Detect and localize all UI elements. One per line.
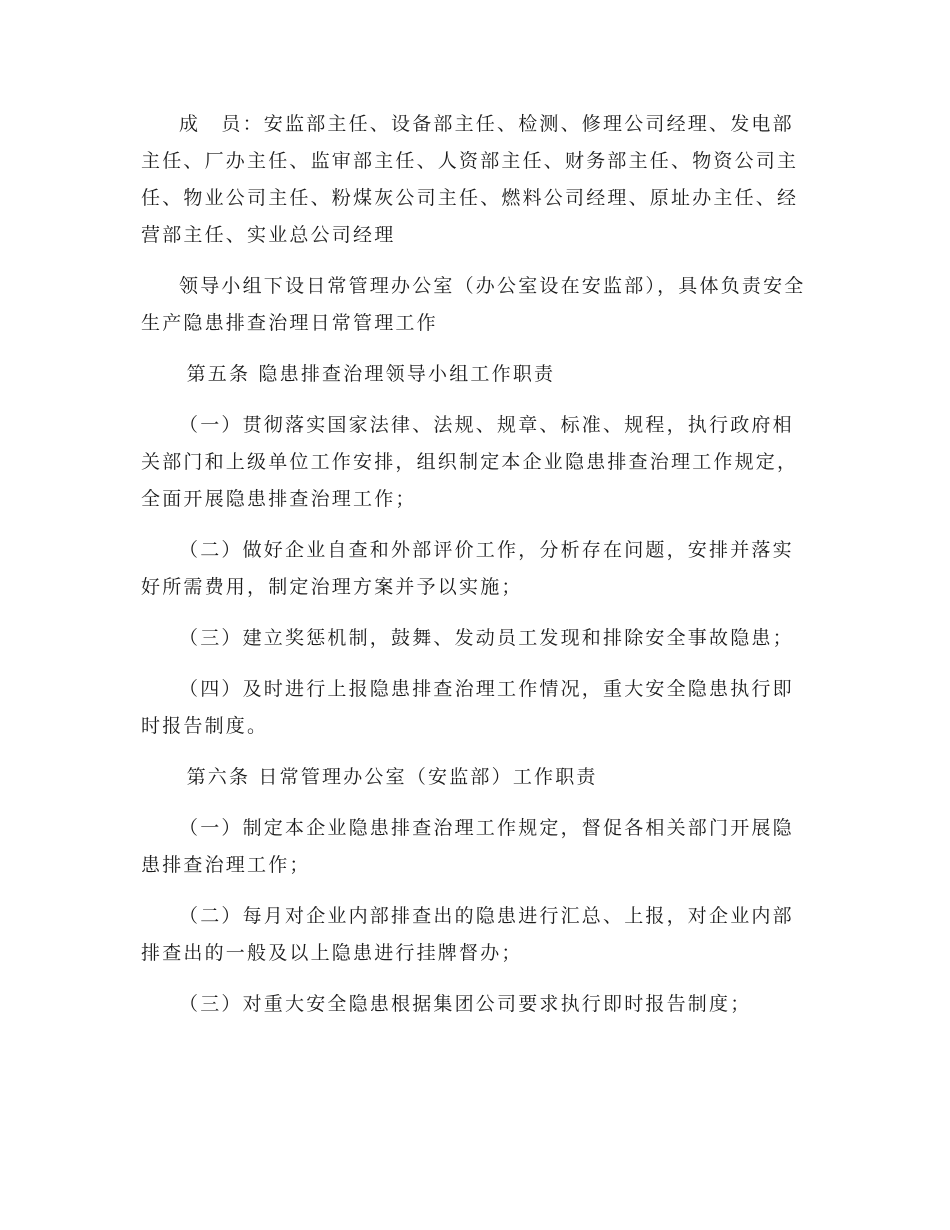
article-5-item-4: （四）及时进行上报隐患排查治理工作情况，重大安全隐患执行即时报告制度。 [141, 678, 794, 737]
article-6-item-2: （二）每月对企业内部排查出的隐患进行汇总、上报，对企业内部排查出的一般及以上隐患进行挂牌督办； [141, 905, 794, 964]
article-5-item-3: （三）建立奖惩机制，鼓舞、发动员工发现和排除安全事故隐患； [179, 627, 794, 649]
article-6-item-1: （一）制定本企业隐患排查治理工作规定，督促各相关部门开展隐患排查治理工作； [141, 817, 794, 876]
article-5-item-1: （一）贯彻落实国家法律、法规、规章、标准、规程，执行政府相关部门和上级单位工作安排，组织制定本企业隐患排查治理工作规定，全面开展隐患排查治理工作； [141, 414, 799, 510]
article-6-item-3: （三）对重大安全隐患根据集团公司要求执行即时报告制度； [179, 993, 752, 1015]
document-body [141, 106, 809, 1037]
article-5-item-2: （二）做好企业自查和外部评价工作，分析存在问题，安排并落实好所需费用，制定治理方案并予以实施； [141, 539, 794, 598]
paragraph-office: 领导小组下设日常管理办公室（办公室设在安监部），具体负责安全生产隐患排查治理日常管理工作 [141, 275, 806, 334]
article-6-heading: 第六条 日常管理办公室（安监部）工作职责 [186, 766, 598, 788]
paragraph-members: 成 员：安监部主任、设备部主任、检测、修理公司经理、发电部主任、厂办主任、监审部主任、人资部主任、财务部主任、物资公司主任、物业公司主任、粉煤灰公司主任、燃料公司经理、原址办主任、经营部主任、实业总公司经理 [141, 113, 799, 246]
article-5-heading: 第五条 隐患排查治理领导小组工作职责 [186, 363, 556, 385]
